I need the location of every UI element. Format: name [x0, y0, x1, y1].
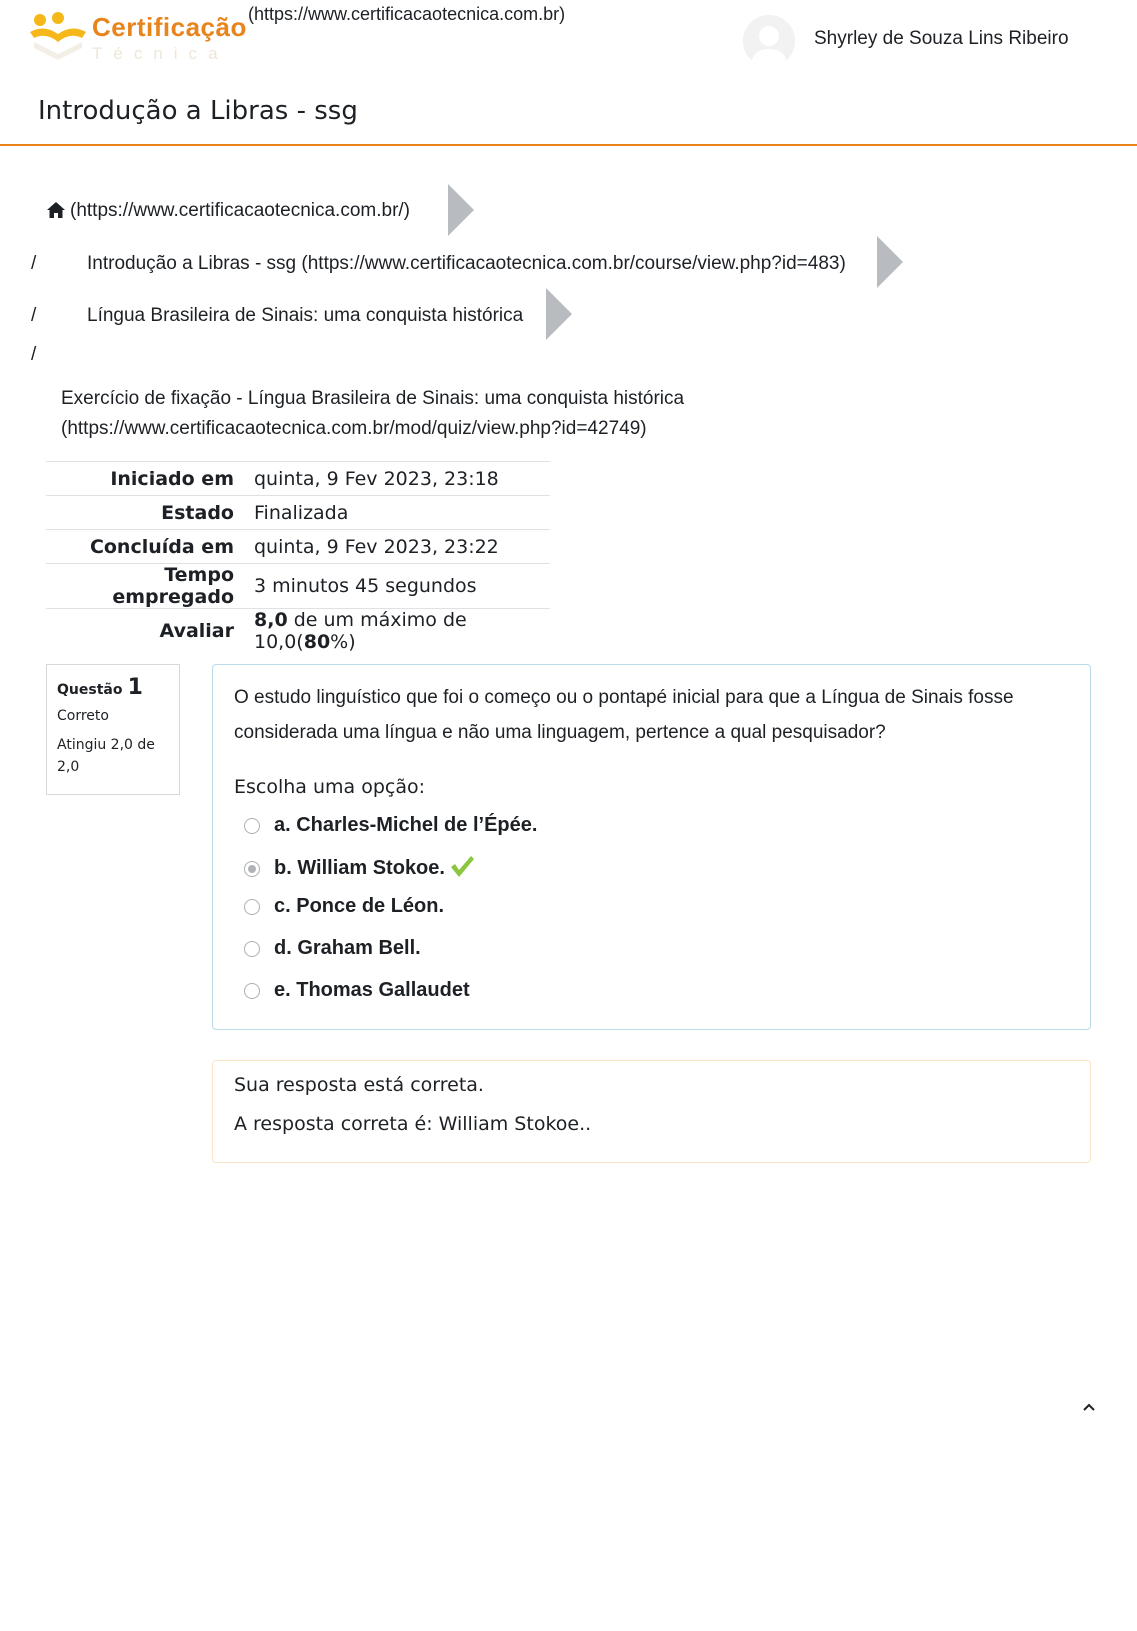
summary-value: quinta, 9 Fev 2023, 23:18 [254, 462, 550, 496]
question-number-value: 1 [127, 675, 143, 700]
breadcrumb-course-link[interactable]: Introdução a Libras - ssg (https://www.certificacaotecnica.com.br/course/view.php?id=483) [87, 253, 846, 274]
breadcrumb-separator: / [31, 305, 37, 326]
breadcrumb-home-link[interactable]: (https://www.certificacaotecnica.com.br/) [70, 200, 410, 221]
radio-button[interactable] [244, 899, 260, 915]
table-row [46, 564, 550, 609]
radio-button[interactable] [244, 983, 260, 999]
grade-value [254, 609, 550, 654]
radio-button-selected[interactable] [244, 861, 260, 877]
table-row [46, 496, 550, 530]
breadcrumb-arrow-icon [546, 288, 572, 340]
answer-option-label: a. Charles-Michel de l’Épée. [274, 814, 538, 836]
answer-option[interactable] [244, 814, 537, 848]
breadcrumb-arrow-icon [448, 184, 474, 236]
summary-value: Finalizada [254, 496, 550, 530]
breadcrumb-section-link[interactable]: Língua Brasileira de Sinais: uma conquista histórica [87, 305, 524, 326]
site-home-link[interactable]: (https://www.certificacaotecnica.com.br) [248, 4, 566, 24]
answer-option-label: e. Thomas Gallaudet [274, 979, 470, 1001]
answer-option[interactable] [244, 895, 444, 929]
radio-button[interactable] [244, 818, 260, 834]
question-status: Correto [57, 708, 109, 724]
grade-suffix: %) [330, 631, 356, 653]
user-menu-name[interactable]: Shyrley de Souza Lins Ribeiro [814, 28, 1069, 49]
user-avatar[interactable] [743, 15, 795, 67]
summary-label: Iniciado em [46, 462, 254, 496]
answer-option[interactable] [244, 979, 470, 1013]
breadcrumb-arrow-icon [877, 236, 903, 288]
question-number [57, 675, 169, 700]
radio-button[interactable] [244, 941, 260, 957]
summary-value: 3 minutos 45 segundos [254, 564, 550, 609]
logo-subtitle: Técnica [92, 44, 229, 63]
attempt-summary-table [46, 461, 550, 653]
table-row [46, 462, 550, 496]
answer-option-selected[interactable] [244, 854, 475, 888]
summary-label: Estado [46, 496, 254, 530]
table-row [46, 530, 550, 564]
answer-option-label: d. Graham Bell. [274, 937, 421, 959]
correct-answer-text: A resposta correta é: William Stokoe.. [234, 1113, 592, 1135]
summary-value: quinta, 9 Fev 2023, 23:22 [254, 530, 550, 564]
question-grade: Atingiu 2,0 de 2,0 [57, 737, 155, 775]
grade-label: Avaliar [46, 609, 254, 654]
breadcrumb-activity-link[interactable]: Exercício de fixação - Língua Brasileira de Sinais: uma conquista histórica [61, 388, 685, 409]
answer-option-label: b. William Stokoe. [274, 857, 445, 879]
question-label: Questão [57, 682, 123, 698]
header-divider [0, 144, 1137, 146]
logo-wordmark: Certificação [92, 12, 247, 42]
answer-option[interactable] [244, 937, 421, 971]
logo-graduates-icon [28, 8, 88, 66]
grade-score: 8,0 [254, 609, 288, 631]
answer-option-label: c. Ponce de Léon. [274, 895, 445, 917]
answer-prompt: Escolha uma opção: [234, 776, 426, 798]
user-avatar-icon [743, 15, 795, 67]
page-title: Introdução a Libras - ssg [38, 96, 358, 126]
check-icon [449, 854, 475, 883]
feedback-text: Sua resposta está correta. [234, 1074, 484, 1096]
question-text: O estudo linguístico que foi o começo ou o pontapé inicial para que a Língua de Sinais fosse considerada uma língua e não uma linguagem, pertence a qual pesquisador? [234, 687, 1014, 743]
grade-middle: de um máximo de 10,0( [254, 609, 467, 653]
home-icon[interactable] [46, 201, 66, 221]
question-info-panel [46, 664, 180, 795]
grade-percent: 80 [303, 631, 331, 653]
summary-label: Tempo empregado [46, 564, 254, 609]
breadcrumb-activity-url[interactable]: (https://www.certificacaotecnica.com.br/mod/quiz/view.php?id=42749) [61, 418, 647, 439]
chevron-up-icon[interactable] [1081, 1399, 1097, 1415]
table-row [46, 609, 550, 654]
summary-label: Concluída em [46, 530, 254, 564]
breadcrumb-separator: / [31, 253, 37, 274]
breadcrumb-separator: / [31, 344, 37, 365]
